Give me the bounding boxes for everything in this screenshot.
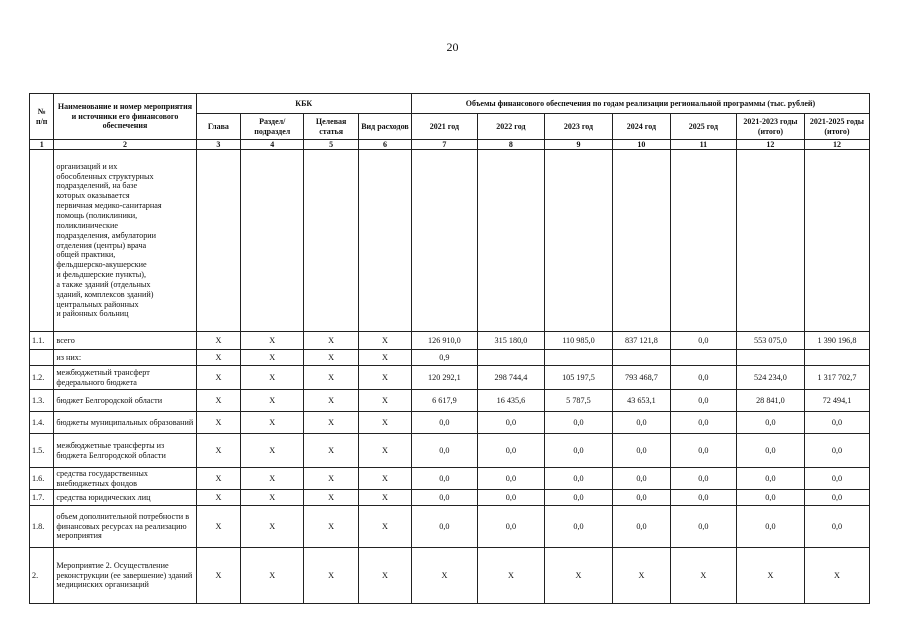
cell-2021: X (411, 548, 477, 604)
cell-2025: 0,0 (670, 468, 736, 490)
row-name: средства юридических лиц (54, 490, 196, 506)
cell-razdel: X (241, 490, 304, 506)
row-name: средства государственных внебюджетных фондов (54, 468, 196, 490)
cell-2022: 315 180,0 (477, 332, 544, 350)
description-line: центральных районных (56, 299, 139, 309)
cell-2024: 43 653,1 (612, 390, 670, 412)
column-number: 7 (411, 140, 477, 150)
cell-2021: 126 910,0 (411, 332, 477, 350)
cell-2021: 0,9 (411, 350, 477, 366)
column-number: 6 (359, 140, 412, 150)
cell-total-2021-2023 (736, 350, 804, 366)
cell-glava: X (196, 350, 241, 366)
cell-target: X (304, 548, 359, 604)
cell-2023: 0,0 (544, 506, 612, 548)
description-line: первичная медико-санитарная (56, 201, 162, 211)
financing-table (29, 93, 870, 604)
cell-2023: 110 985,0 (544, 332, 612, 350)
table-row (30, 490, 870, 506)
empty-cell (544, 150, 612, 332)
description-line: а также зданий (отдельных (56, 279, 151, 289)
cell-vid: X (359, 332, 412, 350)
cell-2024: 0,0 (612, 434, 670, 468)
description-line: подразделения, амбулатории (56, 230, 157, 240)
cell-razdel: X (241, 434, 304, 468)
cell-2023: 105 197,5 (544, 366, 612, 390)
empty-cell (304, 150, 359, 332)
cell-vid: X (359, 412, 412, 434)
header-volumes: Объемы финансового обеспечения по годам реализации региональной программы (тыс. рублей) (411, 94, 869, 114)
cell-vid: X (359, 390, 412, 412)
empty-cell (612, 150, 670, 332)
cell-2023: 5 787,5 (544, 390, 612, 412)
continuation-idx (30, 150, 54, 332)
cell-total-2021-2023: 0,0 (736, 412, 804, 434)
cell-total-2021-2025: 1 317 702,7 (804, 366, 869, 390)
row-index: 2. (30, 548, 54, 604)
cell-vid: X (359, 350, 412, 366)
row-name: всего (54, 332, 196, 350)
table-row (30, 434, 870, 468)
header-vid: Вид расходов (359, 114, 412, 140)
cell-2022: 298 744,4 (477, 366, 544, 390)
row-index: 1.2. (30, 366, 54, 390)
column-number: 2 (54, 140, 196, 150)
table-row (30, 548, 870, 604)
column-number: 8 (477, 140, 544, 150)
row-name: Мероприятие 2. Осуществление реконструкции (ее завершение) зданий медицинских организаций (54, 548, 196, 604)
row-index: 1.1. (30, 332, 54, 350)
cell-2024: X (612, 548, 670, 604)
cell-2021: 6 617,9 (411, 390, 477, 412)
row-name: межбюджетный трансферт федерального бюджета (54, 366, 196, 390)
cell-total-2021-2023: 0,0 (736, 506, 804, 548)
cell-2021: 0,0 (411, 506, 477, 548)
cell-razdel: X (241, 412, 304, 434)
cell-glava: X (196, 468, 241, 490)
cell-2021: 0,0 (411, 468, 477, 490)
cell-glava: X (196, 490, 241, 506)
cell-total-2021-2023: 524 234,0 (736, 366, 804, 390)
cell-total-2021-2023: 0,0 (736, 434, 804, 468)
cell-glava: X (196, 332, 241, 350)
table-body (30, 150, 870, 604)
cell-2025 (670, 350, 736, 366)
cell-razdel: X (241, 468, 304, 490)
cell-2023 (544, 350, 612, 366)
cell-total-2021-2025: X (804, 548, 869, 604)
cell-2025: 0,0 (670, 390, 736, 412)
cell-2024: 0,0 (612, 490, 670, 506)
cell-target: X (304, 390, 359, 412)
cell-2023: 0,0 (544, 412, 612, 434)
cell-total-2021-2025: 0,0 (804, 490, 869, 506)
empty-cell (736, 150, 804, 332)
cell-2022 (477, 350, 544, 366)
cell-2023: 0,0 (544, 434, 612, 468)
cell-2023: 0,0 (544, 468, 612, 490)
column-number: 5 (304, 140, 359, 150)
cell-total-2021-2025: 1 390 196,8 (804, 332, 869, 350)
cell-target: X (304, 350, 359, 366)
header-2022: 2022 год (477, 114, 544, 140)
cell-target: X (304, 490, 359, 506)
empty-cell (804, 150, 869, 332)
cell-total-2021-2023: 28 841,0 (736, 390, 804, 412)
cell-total-2021-2023: 553 075,0 (736, 332, 804, 350)
cell-2024: 0,0 (612, 468, 670, 490)
description-line: и районных больниц (56, 309, 129, 319)
header-2021: 2021 год (411, 114, 477, 140)
description-line: фельдшерско-акушерские (56, 260, 147, 270)
empty-cell (241, 150, 304, 332)
cell-2022: X (477, 548, 544, 604)
table-row (30, 390, 870, 412)
cell-total-2021-2025: 72 494,1 (804, 390, 869, 412)
empty-cell (411, 150, 477, 332)
page-number: 20 (446, 40, 459, 54)
table-row (30, 332, 870, 350)
table-row (30, 350, 870, 366)
cell-vid: X (359, 548, 412, 604)
row-index: 1.8. (30, 506, 54, 548)
description-line: поликлинические (56, 220, 119, 230)
column-number: 12 (804, 140, 869, 150)
cell-glava: X (196, 548, 241, 604)
cell-total-2021-2025: 0,0 (804, 434, 869, 468)
cell-2025: 0,0 (670, 490, 736, 506)
table-row (30, 468, 870, 490)
column-number: 1 (30, 140, 54, 150)
cell-2024 (612, 350, 670, 366)
column-number: 9 (544, 140, 612, 150)
cell-2025: X (670, 548, 736, 604)
cell-target: X (304, 468, 359, 490)
cell-target: X (304, 434, 359, 468)
cell-2025: 0,0 (670, 506, 736, 548)
cell-2021: 0,0 (411, 434, 477, 468)
description-line: которых оказывается (56, 191, 130, 201)
header-total-2021-2023: 2021-2023 годы (итого) (736, 114, 804, 140)
cell-2025: 0,0 (670, 366, 736, 390)
cell-2021: 120 292,1 (411, 366, 477, 390)
cell-razdel: X (241, 366, 304, 390)
row-index: 1.4. (30, 412, 54, 434)
cell-2022: 0,0 (477, 434, 544, 468)
cell-glava: X (196, 412, 241, 434)
header-glava: Глава (196, 114, 241, 140)
column-number: 12 (736, 140, 804, 150)
header-total-2021-2025: 2021-2025 годы (итого) (804, 114, 869, 140)
cell-glava: X (196, 506, 241, 548)
cell-2022: 0,0 (477, 412, 544, 434)
cell-2023: X (544, 548, 612, 604)
row-index (30, 350, 54, 366)
cell-total-2021-2025: 0,0 (804, 468, 869, 490)
cell-target: X (304, 506, 359, 548)
cell-razdel: X (241, 332, 304, 350)
header-target: Целевая статья (304, 114, 359, 140)
row-index: 1.3. (30, 390, 54, 412)
description-line: подразделений, на базе (56, 181, 138, 191)
cell-vid: X (359, 490, 412, 506)
row-name: из них: (54, 350, 196, 366)
description-line: обособленных структурных (56, 171, 154, 181)
table-row (30, 412, 870, 434)
cell-glava: X (196, 366, 241, 390)
table-row (30, 506, 870, 548)
cell-2021: 0,0 (411, 490, 477, 506)
cell-2025: 0,0 (670, 434, 736, 468)
cell-target: X (304, 366, 359, 390)
row-index: 1.5. (30, 434, 54, 468)
cell-vid: X (359, 468, 412, 490)
row-name: объем дополнительной потребности в финансовых ресурсах на реализацию мероприятия (54, 506, 196, 548)
cell-total-2021-2025: 0,0 (804, 506, 869, 548)
empty-cell (196, 150, 241, 332)
column-number-row (30, 140, 870, 150)
header-kbk: КБК (196, 94, 411, 114)
header-razdel: Раздел/ подраздел (241, 114, 304, 140)
column-number: 3 (196, 140, 241, 150)
cell-2024: 0,0 (612, 506, 670, 548)
cell-vid: X (359, 506, 412, 548)
row-name: бюджеты муниципальных образований (54, 412, 196, 434)
row-index: 1.7. (30, 490, 54, 506)
cell-target: X (304, 332, 359, 350)
cell-razdel: X (241, 390, 304, 412)
continuation-description (54, 150, 196, 332)
cell-total-2021-2023: 0,0 (736, 468, 804, 490)
cell-2024: 0,0 (612, 412, 670, 434)
empty-cell (670, 150, 736, 332)
cell-2022: 16 435,6 (477, 390, 544, 412)
cell-vid: X (359, 366, 412, 390)
row-name: межбюджетные трансферты из бюджета Белгородской области (54, 434, 196, 468)
description-line: помощь (поликлиники, (56, 210, 138, 220)
column-number: 4 (241, 140, 304, 150)
cell-razdel: X (241, 350, 304, 366)
description-line: отделения (центры) врача (56, 240, 147, 250)
empty-cell (477, 150, 544, 332)
header-num: № п/п (30, 94, 54, 140)
cell-total-2021-2023: X (736, 548, 804, 604)
cell-2022: 0,0 (477, 490, 544, 506)
cell-2024: 837 121,8 (612, 332, 670, 350)
row-index: 1.6. (30, 468, 54, 490)
cell-total-2021-2023: 0,0 (736, 490, 804, 506)
column-number: 10 (612, 140, 670, 150)
cell-glava: X (196, 434, 241, 468)
cell-2022: 0,0 (477, 468, 544, 490)
header-name: Наименование и номер мероприятия и источники его финансового обеспечения (54, 94, 196, 140)
table-header (30, 94, 870, 150)
empty-cell (359, 150, 412, 332)
cell-razdel: X (241, 548, 304, 604)
cell-total-2021-2025 (804, 350, 869, 366)
cell-razdel: X (241, 506, 304, 548)
cell-2024: 793 468,7 (612, 366, 670, 390)
header-2025: 2025 год (670, 114, 736, 140)
description-line: зданий, комплексов зданий) (56, 289, 154, 299)
description-line: организаций и их (56, 161, 118, 171)
row-name: бюджет Белгородской области (54, 390, 196, 412)
cell-total-2021-2025: 0,0 (804, 412, 869, 434)
cell-2025: 0,0 (670, 332, 736, 350)
header-2023: 2023 год (544, 114, 612, 140)
cell-2022: 0,0 (477, 506, 544, 548)
column-number: 11 (670, 140, 736, 150)
table-row (30, 366, 870, 390)
description-line: и фельдшерские пункты), (56, 270, 147, 280)
cell-vid: X (359, 434, 412, 468)
cell-2023: 0,0 (544, 490, 612, 506)
description-line: общей практики, (56, 250, 116, 260)
continuation-row (30, 150, 870, 332)
cell-glava: X (196, 390, 241, 412)
header-2024: 2024 год (612, 114, 670, 140)
cell-2021: 0,0 (411, 412, 477, 434)
cell-2025: 0,0 (670, 412, 736, 434)
cell-target: X (304, 412, 359, 434)
